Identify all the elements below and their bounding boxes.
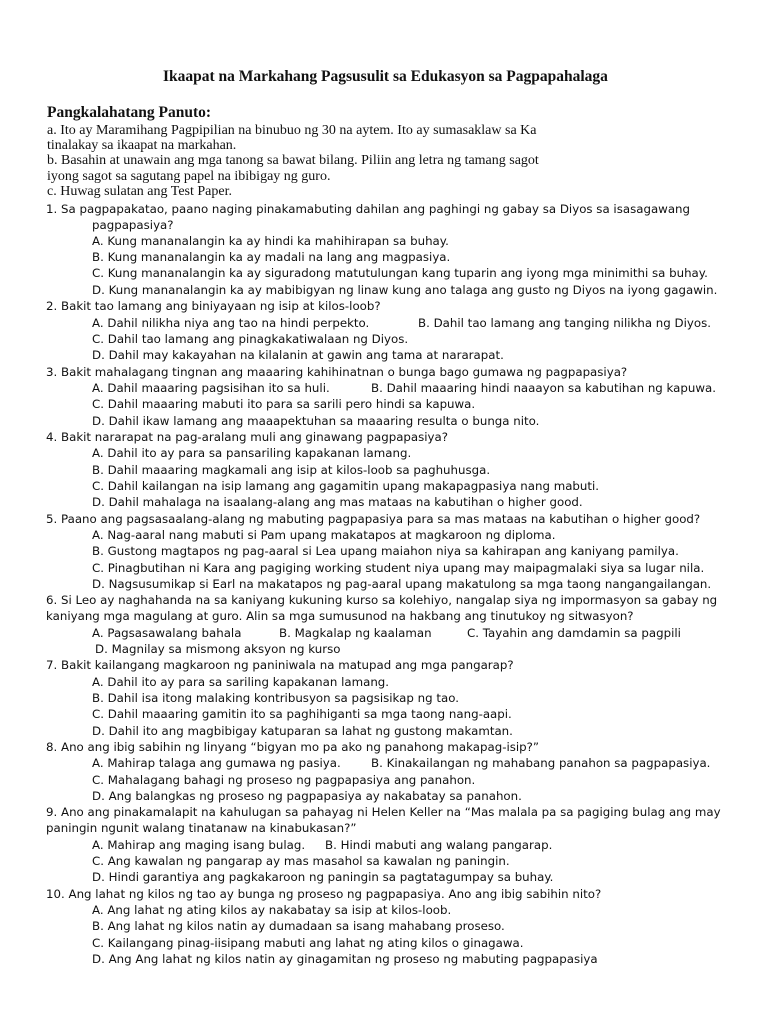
- direction-a-line1: a. Ito ay Maramihang Pagpipilian na binubuo ng 30 na aytem. Ito ay sumasaklaw sa Ka: [47, 123, 537, 138]
- exam-title: Ikaapat na Markahang Pagsusulit sa Edukasyon sa Pagpapahalaga: [163, 68, 608, 85]
- question-6-choice-d: D. Magnilay sa mismong aksyon ng kurso: [95, 642, 341, 656]
- question-1-choice-b: B. Kung mananalangin ka ay madali na lang ang magpasiya.: [92, 250, 451, 264]
- question-1-choice-d: D. Kung mananalangin ka ay mabibigyan ng linaw kung ano talaga ang gusto ng Diyos na iyong gagawin.: [92, 283, 718, 297]
- question-8-stem: 8. Ano ang ibig sabihin ng linyang “bigyan mo pa ako ng panahong makapag-isip?”: [46, 740, 540, 754]
- question-2-choice-b: B. Dahil tao lamang ang tanging nilikha ng Diyos.: [418, 316, 711, 330]
- question-9-choice-c: C. Ang kawalan ng pangarap ay mas masahol sa kawalan ng paningin.: [92, 854, 510, 868]
- question-9-choice-b: B. Hindi mabuti ang walang pangarap.: [325, 838, 553, 852]
- question-4-choice-b: B. Dahil maaaring magkamali ang isip at kilos-loob sa paghuhusga.: [92, 463, 491, 477]
- question-2-stem: 2. Bakit tao lamang ang biniyayaan ng isip at kilos-loob?: [46, 299, 381, 313]
- direction-a-line2: tinalakay sa ikaapat na markahan.: [47, 138, 237, 153]
- direction-b-line2: iyong sagot sa sagutang papel na ibibigay ng guro.: [47, 169, 331, 184]
- question-7-stem: 7. Bakit kailangang magkaroon ng paniniwala na matupad ang mga pangarap?: [46, 658, 514, 672]
- question-6-stem-continued: kaniyang mga magulang at guro. Alin sa mga sumusunod na hakbang ang tinutukoy ng sitwasyon?: [46, 609, 634, 623]
- question-2-choice-c: C. Dahil tao lamang ang pinagkakatiwalaan ng Diyos.: [92, 332, 409, 346]
- question-1-stem: 1. Sa pagpapakatao, paano naging pinakamabuting dahilan ang paghingi ng gabay sa Diyos sa isasagawang: [46, 202, 691, 216]
- question-10-stem: 10. Ang lahat ng kilos ng tao ay bunga ng proseso ng pagpapasiya. Ano ang ibig sabihin nito?: [46, 887, 602, 901]
- question-6-choice-b: B. Magkalap ng kaalaman: [279, 626, 432, 640]
- question-4-choice-c: C. Dahil kailangan na isip lamang ang gagamitin upang makapagpasiya nang mabuti.: [92, 479, 600, 493]
- direction-b-line1: b. Basahin at unawain ang mga tanong sa bawat bilang. Piliin ang letra ng tamang sagot: [47, 153, 539, 168]
- question-4-stem: 4. Bakit nararapat na pag-aralang muli ang ginawang pagpapasiya?: [46, 430, 449, 444]
- question-3-choice-c: C. Dahil maaaring mabuti ito para sa sarili pero hindi sa kapuwa.: [92, 397, 476, 411]
- question-3-choice-a: A. Dahil maaaring pagsisihan ito sa huli.: [92, 381, 330, 395]
- question-6-choice-c: C. Tayahin ang damdamin sa pagpili: [467, 626, 681, 640]
- question-10-choice-c: C. Kailangang pinag-iisipang mabuti ang lahat ng ating kilos o ginagawa.: [92, 936, 524, 950]
- question-1-stem-continued: pagpapasiya?: [92, 218, 174, 232]
- question-9-choice-d: D. Hindi garantiya ang pagkakaroon ng paningin sa pagtatagumpay sa buhay.: [92, 870, 554, 884]
- question-9-stem: 9. Ano ang pinakamalapit na kahulugan sa pahayag ni Helen Keller na “Mas malala pa sa pagiging bulag ang may: [46, 805, 721, 819]
- question-3-choice-d: D. Dahil ikaw lamang ang maaapektuhan sa maaaring resulta o bunga nito.: [92, 414, 540, 428]
- question-2-choice-d: D. Dahil may kakayahan na kilalanin at gawin ang tama at nararapat.: [92, 348, 504, 362]
- question-8-choice-b: B. Kinakailangan ng mahabang panahon sa pagpapasiya.: [371, 756, 711, 770]
- question-5-choice-d: D. Nagsusumikap si Earl na makatapos ng pag-aaral upang makatulong sa mga taong nangangailangan.: [92, 577, 712, 591]
- question-1-choice-a: A. Kung mananalangin ka ay hindi ka mahihirapan sa buhay.: [92, 234, 449, 248]
- question-10-choice-a: A. Ang lahat ng ating kilos ay nakabatay sa isip at kilos-loob.: [92, 903, 452, 917]
- question-7-choice-a: A. Dahil ito ay para sa sariling kapakanan lamang.: [92, 675, 390, 689]
- question-4-choice-a: A. Dahil ito ay para sa pansariling kapakanan lamang.: [92, 446, 412, 460]
- question-8-choice-c: C. Mahalagang bahagi ng proseso ng pagpapasiya ang panahon.: [92, 773, 476, 787]
- question-6-choice-a: A. Pagsasawalang bahala: [92, 626, 242, 640]
- question-7-choice-d: D. Dahil ito ang magbibigay katuparan sa lahat ng gustong makamtan.: [92, 724, 513, 738]
- question-3-choice-b: B. Dahil maaaring hindi naaayon sa kabutihan ng kapuwa.: [371, 381, 716, 395]
- question-7-choice-c: C. Dahil maaaring gamitin ito sa paghihiganti sa mga taong nang-aapi.: [92, 707, 512, 721]
- question-4-choice-d: D. Dahil mahalaga na isaalang-alang ang mas mataas na kabutihan o higher good.: [92, 495, 583, 509]
- question-5-choice-a: A. Nag-aaral nang mabuti si Pam upang makatapos at magkaroon ng diploma.: [92, 528, 556, 542]
- question-5-choice-b: B. Gustong magtapos ng pag-aaral si Lea upang maiahon niya sa kahirapan ang kaniyang pamilya.: [92, 544, 679, 558]
- question-8-choice-d: D. Ang balangkas ng proseso ng pagpapasiya ay nakabatay sa panahon.: [92, 789, 522, 803]
- question-10-choice-d: D. Ang Ang lahat ng kilos natin ay ginagamitan ng proseso ng mabuting pagpapasiya: [92, 952, 598, 966]
- question-2-choice-a: A. Dahil nilikha niya ang tao na hindi perpekto.: [92, 316, 370, 330]
- question-6-stem: 6. Si Leo ay naghahanda na sa kaniyang kukuning kurso sa kolehiyo, nangalap siya ng impormasyon sa gabay ng: [46, 593, 718, 607]
- question-5-stem: 5. Paano ang pagsasaalang-alang ng mabuting pagpapasiya para sa mas mataas na kabutihan o higher good?: [46, 512, 701, 526]
- question-5-choice-c: C. Pinagbutihan ni Kara ang pagiging working student niya upang may maipagmalaki siya sa lugar nila.: [92, 561, 705, 575]
- question-10-choice-b: B. Ang lahat ng kilos natin ay dumadaan sa isang mahabang proseso.: [92, 919, 505, 933]
- question-3-stem: 3. Bakit mahalagang tingnan ang maaaring kahihinatnan o bunga bago gumawa ng pagpapasiya?: [46, 365, 628, 379]
- question-1-choice-c: C. Kung mananalangin ka ay siguradong matutulungan kang tuparin ang iyong mga minimithi sa buhay.: [92, 266, 708, 280]
- direction-c-line: c. Huwag sulatan ang Test Paper.: [47, 184, 232, 199]
- question-7-choice-b: B. Dahil isa itong malaking kontribusyon sa pagsisikap ng tao.: [92, 691, 459, 705]
- directions-heading: Pangkalahatang Panuto:: [47, 104, 212, 121]
- question-8-choice-a: A. Mahirap talaga ang gumawa ng pasiya.: [92, 756, 341, 770]
- question-9-choice-a: A. Mahirap ang maging isang bulag.: [92, 838, 306, 852]
- question-9-stem-continued: paningin ngunit walang tinatanaw na kinabukasan?”: [46, 821, 357, 835]
